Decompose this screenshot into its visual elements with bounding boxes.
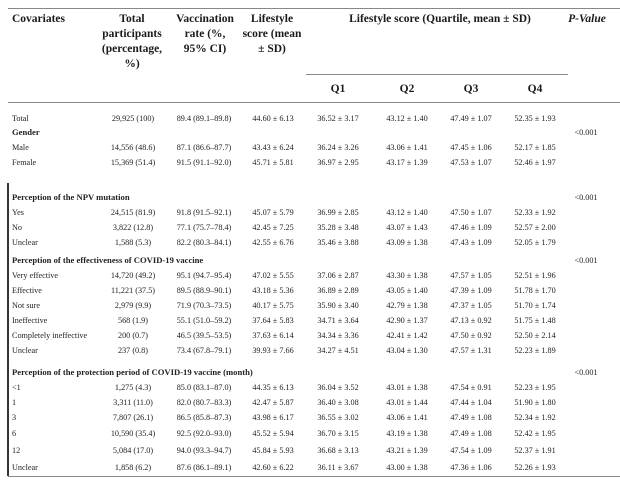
cell-q2: 43.07 ± 1.43 (386, 223, 428, 232)
cell-vacc: 95.1 (94.7–95.4) (176, 271, 232, 280)
cell-q3: 47.50 ± 0.92 (450, 331, 492, 340)
cell-q2: 43.06 ± 1.41 (386, 413, 428, 422)
cell-vacc: 91.5 (91.1–92.0) (176, 158, 232, 167)
cell-vacc: 73.4 (67.8–79.1) (176, 346, 232, 355)
cell-score: 42.45 ± 7.25 (252, 223, 294, 232)
cell-q3: 47.54 ± 0.91 (450, 383, 492, 392)
cell-total: 237 (0.8) (117, 346, 148, 355)
cell-q3: 47.43 ± 1.09 (450, 238, 492, 247)
cell-total: 7,807 (26.1) (112, 413, 154, 422)
cell-q2: 42.90 ± 1.37 (386, 316, 428, 325)
row-label: 12 (12, 446, 21, 455)
cell-vacc: 86.5 (85.8–87.3) (176, 413, 232, 422)
cell-q4: 52.46 ± 1.97 (514, 158, 556, 167)
cell-q2: 43.04 ± 1.30 (386, 346, 428, 355)
cell-q1: 34.27 ± 4.51 (317, 346, 359, 355)
cell-score: 47.02 ± 5.55 (252, 271, 294, 280)
table-row (0, 298, 620, 313)
row-label: 1 (12, 398, 17, 407)
cell-q4: 52.51 ± 1.96 (514, 271, 556, 280)
cell-total: 24,515 (81.9) (110, 208, 156, 217)
cell-score: 37.64 ± 5.83 (252, 316, 294, 325)
table-bottom-rule (8, 476, 620, 477)
header-q1: Q1 (330, 83, 346, 95)
table-row (0, 380, 620, 395)
cell-p: <0.001 (574, 128, 598, 137)
section-label: Perception of the protection period of COVID-19 vaccine (month) (12, 367, 253, 377)
cell-vacc: 89.4 (89.1–89.8) (176, 114, 232, 123)
cell-q4: 51.70 ± 1.74 (514, 301, 556, 310)
section-label: Perception of the effectiveness of COVID-19 vaccine (12, 255, 204, 265)
cell-q4: 52.42 ± 1.95 (514, 429, 556, 438)
section-header-row (0, 190, 620, 205)
cell-q2: 43.12 ± 1.40 (386, 114, 428, 123)
cell-p: <0.001 (574, 193, 598, 202)
cell-q3: 47.44 ± 1.04 (450, 398, 492, 407)
cell-score: 45.71 ± 5.81 (252, 158, 294, 167)
cell-q2: 43.30 ± 1.38 (386, 271, 428, 280)
cell-q2: 42.79 ± 1.38 (386, 301, 428, 310)
cell-q1: 36.70 ± 3.15 (317, 429, 359, 438)
cell-total: 568 (1.9) (117, 316, 148, 325)
cell-q4: 52.50 ± 2.14 (514, 331, 556, 340)
row-label: Effective (12, 286, 42, 295)
cell-q3: 47.57 ± 1.31 (450, 346, 492, 355)
header-lifestyle-score: Lifestyle score (mean ± SD) (242, 13, 302, 55)
cell-q1: 37.06 ± 2.87 (317, 271, 359, 280)
table-row (0, 460, 620, 475)
cell-q4: 52.34 ± 1.92 (514, 413, 556, 422)
cell-score: 45.84 ± 5.93 (252, 446, 294, 455)
cell-total: 200 (0.7) (117, 331, 148, 340)
table-row (0, 313, 620, 328)
cell-total: 3,311 (11.0) (113, 398, 153, 407)
cell-p: <0.001 (574, 368, 598, 377)
cell-q4: 52.26 ± 1.93 (514, 463, 556, 472)
cell-total: 1,275 (4.3) (114, 383, 152, 392)
cell-q3: 47.50 ± 1.07 (450, 208, 492, 217)
table-row (0, 235, 620, 250)
cell-vacc: 87.1 (86.6–87.7) (176, 143, 232, 152)
cell-q3: 47.54 ± 1.09 (450, 446, 492, 455)
table-row (0, 283, 620, 298)
cell-total: 15,369 (51.4) (110, 158, 156, 167)
cell-q4: 52.05 ± 1.79 (514, 238, 556, 247)
section-header-row (0, 253, 620, 268)
cell-q2: 43.05 ± 1.40 (386, 286, 428, 295)
cell-score: 40.17 ± 5.75 (252, 301, 294, 310)
table-row (0, 395, 620, 410)
cell-total: 11,221 (37.5) (110, 286, 156, 295)
table-row (0, 140, 620, 155)
cell-q1: 36.99 ± 2.85 (317, 208, 359, 217)
cell-q2: 43.12 ± 1.40 (386, 208, 428, 217)
cell-total: 1,588 (5.3) (114, 238, 152, 247)
cell-score: 43.98 ± 6.17 (252, 413, 294, 422)
header-q4: Q4 (527, 83, 543, 95)
cell-q1: 36.24 ± 3.26 (317, 143, 359, 152)
header-covariates: Covariates (12, 13, 66, 25)
cell-q1: 35.90 ± 3.40 (317, 301, 359, 310)
cell-total: 14,720 (49.2) (110, 271, 156, 280)
cell-q4: 52.57 ± 2.00 (514, 223, 556, 232)
cell-q1: 36.68 ± 3.13 (317, 446, 359, 455)
cell-total: 14,556 (48.6) (110, 143, 156, 152)
cell-q3: 47.49 ± 1.08 (450, 429, 492, 438)
cell-q1: 34.34 ± 3.36 (317, 331, 359, 340)
table-row (0, 111, 620, 126)
cell-q4: 52.35 ± 1.93 (514, 114, 556, 123)
cell-score: 43.18 ± 5.36 (252, 286, 294, 295)
cell-vacc: 94.0 (93.3–94.7) (176, 446, 232, 455)
header-p-value: P-Value (568, 13, 606, 25)
cell-q2: 43.21 ± 1.39 (386, 446, 428, 455)
section-label: Gender (12, 127, 40, 137)
cell-q2: 43.19 ± 1.38 (386, 429, 428, 438)
header-bottom-rule (8, 102, 620, 103)
cell-q3: 47.57 ± 1.05 (450, 271, 492, 280)
cell-score: 44.35 ± 6.13 (252, 383, 294, 392)
cell-q4: 51.90 ± 1.80 (514, 398, 556, 407)
row-label: No (12, 223, 23, 232)
cell-score: 42.55 ± 6.76 (252, 238, 294, 247)
header-top-rule (8, 8, 620, 9)
section-header-row (0, 365, 620, 380)
cell-vacc: 55.1 (51.0–59.2) (176, 316, 232, 325)
cell-vacc: 82.0 (80.7–83.3) (176, 398, 232, 407)
cell-total: 10,590 (35.4) (110, 429, 156, 438)
cell-score: 39.93 ± 7.66 (252, 346, 294, 355)
cell-q1: 34.71 ± 3.64 (317, 316, 359, 325)
cell-q4: 52.23 ± 1.95 (514, 383, 556, 392)
cell-score: 45.52 ± 5.94 (252, 429, 294, 438)
cell-q1: 35.28 ± 3.48 (317, 223, 359, 232)
row-label: Not sure (12, 301, 40, 310)
cell-q2: 43.17 ± 1.39 (386, 158, 428, 167)
cell-vacc: 71.9 (70.3–73.5) (176, 301, 232, 310)
cell-q2: 43.01 ± 1.38 (386, 383, 428, 392)
cell-q2: 42.41 ± 1.42 (386, 331, 428, 340)
table-row (0, 328, 620, 343)
row-label: Unclear (12, 463, 38, 472)
cell-q3: 47.39 ± 1.09 (450, 286, 492, 295)
row-label: Female (12, 158, 37, 167)
cell-q1: 36.89 ± 2.89 (317, 286, 359, 295)
cell-total: 5,084 (17.0) (112, 446, 154, 455)
cell-total: 1,858 (6.2) (114, 463, 152, 472)
cell-total: 2,979 (9.9) (114, 301, 152, 310)
table-row (0, 268, 620, 283)
cell-q4: 51.75 ± 1.48 (514, 316, 556, 325)
cell-score: 45.07 ± 5.79 (252, 208, 294, 217)
section-label: Perception of the NPV mutation (12, 192, 130, 202)
table-row (0, 443, 620, 458)
cell-q2: 43.01 ± 1.44 (386, 398, 428, 407)
quartile-rule (306, 74, 568, 75)
cell-score: 42.47 ± 5.87 (252, 398, 294, 407)
row-label: 6 (12, 429, 17, 438)
cell-vacc: 85.0 (83.1–87.0) (176, 383, 232, 392)
row-label: Completely ineffective (12, 331, 88, 340)
header-q3: Q3 (463, 83, 479, 95)
cell-q1: 35.46 ± 3.88 (317, 238, 359, 247)
row-label: Unclear (12, 238, 38, 247)
cell-q4: 52.23 ± 1.89 (514, 346, 556, 355)
table-row (0, 426, 620, 441)
row-label: Yes (12, 208, 24, 217)
cell-total: 29,925 (100) (111, 114, 155, 123)
table-row (0, 205, 620, 220)
cell-q1: 36.55 ± 3.02 (317, 413, 359, 422)
cell-q1: 36.04 ± 3.52 (317, 383, 359, 392)
table-row (0, 410, 620, 425)
row-label: Male (12, 143, 29, 152)
cell-q3: 47.53 ± 1.07 (450, 158, 492, 167)
cell-q3: 47.45 ± 1.06 (450, 143, 492, 152)
row-label: Total (12, 114, 29, 123)
table-row (0, 155, 620, 170)
cell-q3: 47.49 ± 1.07 (450, 114, 492, 123)
cell-vacc: 91.8 (91.5–92.1) (176, 208, 232, 217)
cell-q4: 51.78 ± 1.70 (514, 286, 556, 295)
cell-q3: 47.13 ± 0.92 (450, 316, 492, 325)
table-row (0, 343, 620, 358)
cell-q3: 47.37 ± 1.05 (450, 301, 492, 310)
cell-q2: 43.00 ± 1.38 (386, 463, 428, 472)
cell-q1: 36.52 ± 3.17 (317, 114, 359, 123)
row-label: <1 (12, 383, 21, 392)
cell-score: 42.60 ± 6.22 (252, 463, 294, 472)
cell-vacc: 77.1 (75.7–78.4) (176, 223, 232, 232)
row-label: Unclear (12, 346, 38, 355)
section-header-row (0, 125, 620, 140)
cell-score: 44.60 ± 6.13 (252, 114, 294, 123)
cell-q4: 52.17 ± 1.85 (514, 143, 556, 152)
cell-vacc: 92.5 (92.0–93.0) (176, 429, 232, 438)
cell-q1: 36.97 ± 2.95 (317, 158, 359, 167)
row-label: 3 (12, 413, 17, 422)
cell-score: 37.63 ± 6.14 (252, 331, 294, 340)
cell-q3: 47.49 ± 1.08 (450, 413, 492, 422)
cell-q1: 36.40 ± 3.08 (317, 398, 359, 407)
cell-vacc: 87.6 (86.1–89.1) (176, 463, 232, 472)
cell-vacc: 89.5 (88.9–90.1) (176, 286, 232, 295)
cell-q2: 43.09 ± 1.38 (386, 238, 428, 247)
cell-q4: 52.37 ± 1.91 (514, 446, 556, 455)
cell-q3: 47.46 ± 1.09 (450, 223, 492, 232)
header-quartile-group: Lifestyle score (Quartile, mean ± SD) (349, 13, 531, 25)
cell-p: <0.001 (574, 256, 598, 265)
cell-q1: 36.11 ± 3.67 (317, 463, 359, 472)
header-vaccination-rate: Vaccination rate (%, 95% CI) (176, 13, 234, 55)
table-row (0, 220, 620, 235)
cell-score: 43.43 ± 6.24 (252, 143, 294, 152)
cell-q3: 47.36 ± 1.06 (450, 463, 492, 472)
row-label: Very effective (12, 271, 58, 280)
header-total-participants: Total participants (percentage, %) (101, 13, 163, 70)
cell-total: 3,822 (12.8) (112, 223, 154, 232)
cell-q4: 52.33 ± 1.92 (514, 208, 556, 217)
cell-vacc: 46.5 (39.5–53.5) (176, 331, 232, 340)
cell-vacc: 82.2 (80.3–84.1) (176, 238, 232, 247)
header-q2: Q2 (399, 83, 415, 95)
row-label: Ineffective (12, 316, 48, 325)
cell-q2: 43.06 ± 1.41 (386, 143, 428, 152)
